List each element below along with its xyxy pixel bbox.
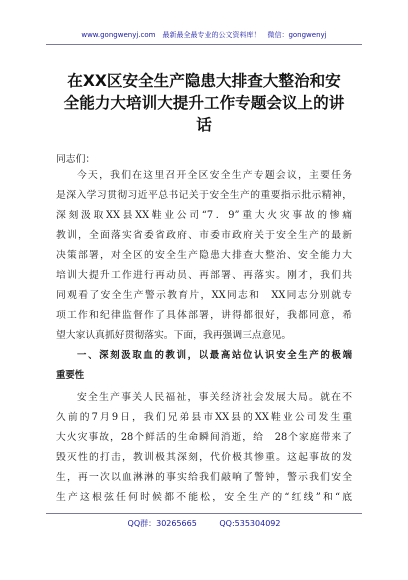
paragraph-line: 决策部署，对全区的安全生产隐患大排查大整治、安全能力大 xyxy=(56,250,352,261)
paragraph-line: 望大家认真抓好贯彻落实。下面，我再强调三点意见。 xyxy=(56,330,292,341)
qq-group: QQ群：30265665 xyxy=(127,519,197,528)
title-line: 话 xyxy=(196,116,212,134)
document-title xyxy=(56,70,352,136)
title-line: 在XX区安全生产隐患大排查大整治和安 xyxy=(67,72,341,90)
paragraph-line: 毁灭性的打击，教训极其深刻，代价极其惨重。这起事故的发 xyxy=(56,452,352,463)
paragraph-line: 生，再一次以血淋淋的事实给我们敲响了警钟，警示我们安全 xyxy=(56,472,352,483)
header-divider xyxy=(46,44,362,45)
greeting: 同志们： xyxy=(56,154,96,165)
paragraph-line: 同观看了安全生产警示教育片，XX同志和 XX同志分别就专 xyxy=(56,290,352,301)
section-heading-line: 重要性 xyxy=(56,370,85,381)
section-heading-line: 一、深刻汲取血的教训，以最高站位认识安全生产的极端 xyxy=(77,350,352,361)
paragraph-line: 生产这根弦任何时候都不能松，安全生产的“红线”和“底 xyxy=(56,492,352,503)
qq-contact: QQ:535304092 xyxy=(219,519,281,528)
title-line: 全能力大培训大提升工作专题会议上的讲 xyxy=(63,94,345,112)
paragraph-line: 教训，全面落实省委省政府、市委市政府关于安全生产的最新 xyxy=(56,230,352,241)
paragraph-line: 深刻汲取XX县XX鞋业公司“7．9”重大火灾事故的惨痛 xyxy=(56,210,352,221)
paragraph-line: 培训大提升工作进行再动员、再部署、再落实。刚才，我们共 xyxy=(56,270,352,281)
paragraph-line: 安全生产事关人民福祉，事关经济社会发展大局。就在不 xyxy=(77,392,352,403)
footer-divider xyxy=(46,513,362,514)
paragraph-line: 项工作和纪律监督作了具体部署，讲得都很好，我都同意，希 xyxy=(56,310,352,321)
paragraph-line: 久前的7月9日，我们兄弟县市XX县的XX鞋业公司发生重 xyxy=(56,412,352,423)
paragraph-line: 今天，我们在这里召开全区安全生产专题会议，主要任务 xyxy=(77,170,352,181)
paragraph-line: 大火灾事故，28个鲜活的生命瞬间消逝，给 28个家庭带来了 xyxy=(56,432,352,443)
page-footer xyxy=(0,518,408,529)
page-header: www.gongwenyj.com 最新最全最专业的公文资料库！ 微信：gongwenyj xyxy=(81,31,327,39)
paragraph-line: 是深入学习贯彻习近平总书记关于安全生产的重要指示批示精神， xyxy=(56,190,352,201)
